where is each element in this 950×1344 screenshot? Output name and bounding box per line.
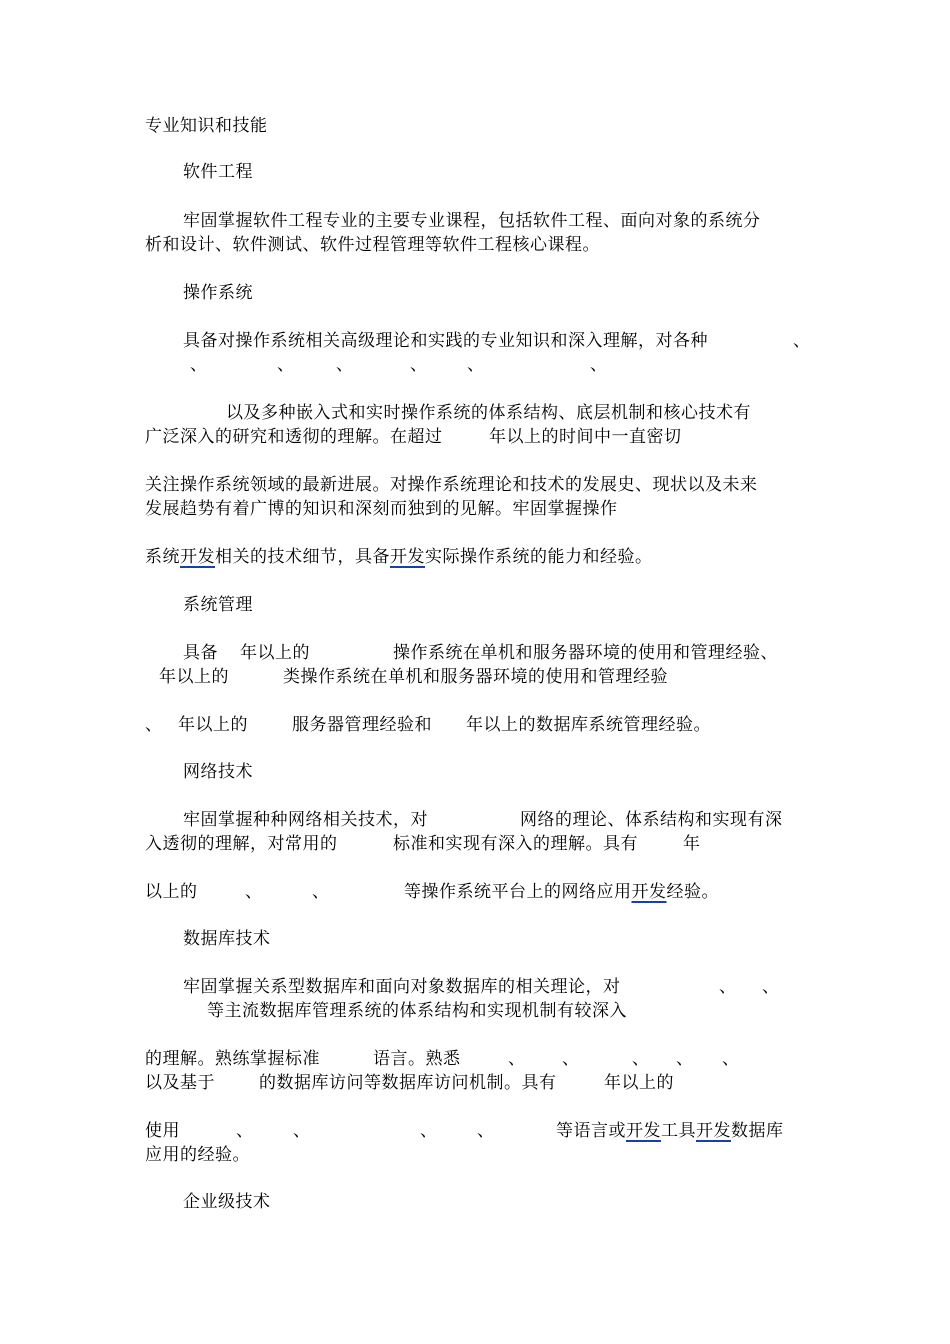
network-text xyxy=(404,882,719,902)
dev-link[interactable]: 开发 xyxy=(180,547,215,567)
network-text: 、 xyxy=(312,882,330,902)
os-para-line4b: 年以上的时间中一直密切 xyxy=(489,427,682,447)
network-text: 牢固掌握种种网络相关技术，对 xyxy=(183,810,428,830)
database-comma: 、 xyxy=(236,1121,254,1141)
heading-os: 操作系统 xyxy=(183,283,253,303)
network-text: 网络的理论、体系结构和实现有深 xyxy=(520,810,783,830)
database-text: 以及基于 xyxy=(145,1073,215,1093)
database-comma: 、 xyxy=(562,1049,580,1069)
network-text: 入透彻的理解，对常用的 xyxy=(145,834,338,854)
os-para-line7 xyxy=(145,547,653,567)
text: 等操作系统平台上的网络应用 xyxy=(404,882,632,902)
sysadmin-text: 服务器管理经验和 xyxy=(292,715,432,735)
database-text: 、 xyxy=(719,977,737,997)
database-comma: 、 xyxy=(722,1049,740,1069)
os-list-comma: 、 xyxy=(590,355,608,375)
os-list-comma: 、 xyxy=(410,355,428,375)
dev-link[interactable]: 开发 xyxy=(390,547,425,567)
text: 相关的技术细节，具备 xyxy=(215,547,390,567)
dev-link[interactable]: 开发 xyxy=(631,882,667,902)
database-text xyxy=(556,1121,784,1141)
os-para-line4a: 广泛深入的研究和透彻的理解。在超过 xyxy=(145,427,443,447)
sysadmin-text: 年以上的 xyxy=(240,643,310,663)
database-comma: 、 xyxy=(477,1121,495,1141)
database-text: 、 xyxy=(762,977,780,997)
text: 经验。 xyxy=(666,882,719,902)
database-text: 应用的经验。 xyxy=(145,1145,250,1165)
database-text: 语言。熟悉 xyxy=(373,1049,461,1069)
os-list-comma: 、 xyxy=(277,355,295,375)
heading-sysadmin: 系统管理 xyxy=(183,595,253,615)
sysadmin-text: 、 xyxy=(145,715,163,735)
database-comma: 、 xyxy=(632,1049,650,1069)
os-comma: 、 xyxy=(793,331,811,351)
network-text: 、 xyxy=(245,882,263,902)
text: 实际操作系统的能力和经验。 xyxy=(425,547,653,567)
doc-title: 专业知识和技能 xyxy=(145,116,268,136)
text: 等语言或 xyxy=(556,1121,626,1141)
database-comma: 、 xyxy=(508,1049,526,1069)
os-list-comma: 、 xyxy=(190,355,208,375)
network-text: 标准和实现有深入的理解。具有 xyxy=(393,834,638,854)
text: 数据库 xyxy=(731,1121,784,1141)
sysadmin-text: 年以上的 xyxy=(159,667,229,687)
heading-network: 网络技术 xyxy=(183,762,253,782)
sysadmin-text: 年以上的 xyxy=(178,715,248,735)
heading-database: 数据库技术 xyxy=(183,929,271,949)
os-para-line1: 具备对操作系统相关高级理论和实践的专业知识和深入理解，对各种 xyxy=(183,331,708,351)
software-para-line2: 析和设计、软件测试、软件过程管理等软件工程核心课程。 xyxy=(145,235,600,255)
text: 系统 xyxy=(145,547,180,567)
database-text: 的数据库访问等数据库访问机制。具有 xyxy=(259,1073,557,1093)
text: 工具 xyxy=(661,1121,696,1141)
database-comma: 、 xyxy=(293,1121,311,1141)
database-text: 的理解。熟练掌握标准 xyxy=(145,1049,320,1069)
database-comma: 、 xyxy=(676,1049,694,1069)
os-para-line3: 以及多种嵌入式和实时操作系统的体系结构、底层机制和核心技术有 xyxy=(226,403,751,423)
database-text: 牢固掌握关系型数据库和面向对象数据库的相关理论，对 xyxy=(183,977,621,997)
sysadmin-text: 类操作系统在单机和服务器环境的使用和管理经验 xyxy=(283,667,668,687)
sysadmin-text: 年以上的数据库系统管理经验。 xyxy=(466,715,711,735)
database-text: 年以上的 xyxy=(604,1073,674,1093)
heading-enterprise: 企业级技术 xyxy=(183,1192,271,1212)
software-para-line1: 牢固掌握软件工程专业的主要专业课程，包括软件工程、面向对象的系统分 xyxy=(183,211,761,231)
database-comma: 、 xyxy=(420,1121,438,1141)
network-text: 以上的 xyxy=(145,882,198,902)
sysadmin-text: 操作系统在单机和服务器环境的使用和管理经验、 xyxy=(393,643,778,663)
os-list-comma: 、 xyxy=(467,355,485,375)
database-text: 等主流数据库管理系统的体系结构和实现机制有较深入 xyxy=(207,1001,627,1021)
dev-link[interactable]: 开发 xyxy=(626,1121,661,1141)
sysadmin-text: 具备 xyxy=(183,643,218,663)
network-text: 年 xyxy=(683,834,701,854)
os-para-line6: 发展趋势有着广博的知识和深刻而独到的见解。牢固掌握操作 xyxy=(145,499,618,519)
database-text: 使用 xyxy=(145,1121,180,1141)
os-list-comma: 、 xyxy=(336,355,354,375)
heading-software: 软件工程 xyxy=(183,162,253,182)
dev-link[interactable]: 开发 xyxy=(696,1121,731,1141)
os-para-line5: 关注操作系统领域的最新进展。对操作系统理论和技术的发展史、现状以及未来 xyxy=(145,475,758,495)
